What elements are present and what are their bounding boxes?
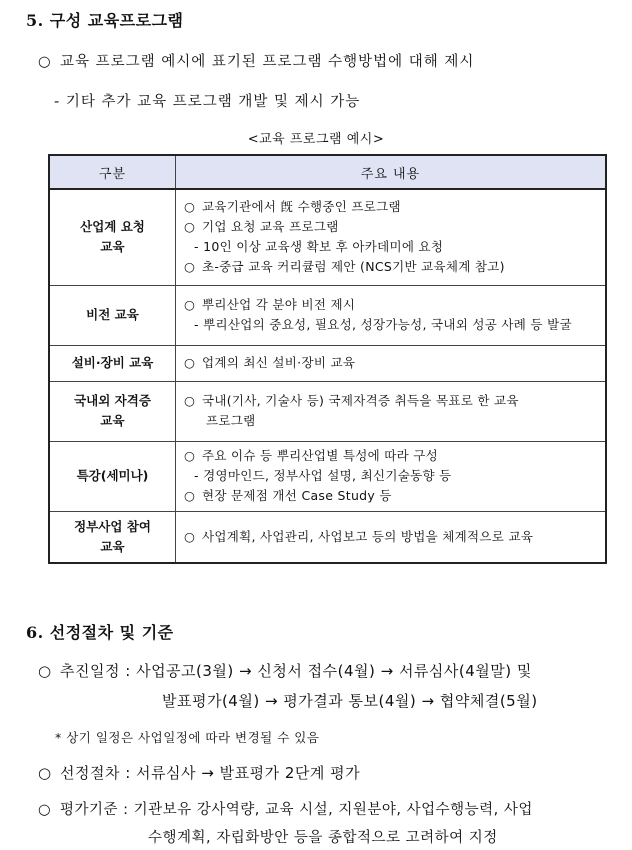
bullet-circle-icon: ○	[38, 802, 52, 818]
content-text: 사업계획, 사업관리, 사업보고 등의 방법을 체계적으로 교육	[202, 528, 534, 544]
content-text: - 뿌리산업의 중요성, 필요성, 성장가능성, 국내외 성공 사례 등 발굴	[194, 317, 572, 332]
row-content	[176, 441, 607, 511]
row-content	[176, 511, 607, 563]
bullet-circle-icon: ○	[38, 54, 52, 70]
program-table	[48, 154, 607, 564]
category-text: 특강(세미나)	[76, 468, 149, 483]
row-content	[176, 285, 607, 345]
header-category: 구분	[49, 155, 176, 189]
content-line	[184, 315, 599, 335]
content-line	[184, 466, 599, 486]
content-text: 프로그램	[206, 413, 256, 428]
category-text: 교육	[100, 538, 125, 554]
table-header-row	[49, 155, 606, 189]
procedure-line: ○ 선정절차 : 서류심사 → 발표평가 2단계 평가	[38, 764, 361, 782]
category-text: 국내외 자격증	[74, 393, 151, 408]
row-content	[176, 189, 607, 285]
content-text: 기업 요청 교육 프로그램	[202, 219, 339, 235]
bullet-circle-icon: ○	[184, 259, 196, 275]
bullet-circle-icon: ○	[184, 488, 196, 503]
content-text: 현장 문제점 개선 Case Study 등	[202, 488, 392, 503]
content-line	[184, 391, 599, 411]
content-text: 주요 이슈 등 뿌리산업별 특성에 따라 구성	[202, 448, 439, 463]
content-text: 초-중급 교육 커리큘럼 제안 (NCS기반 교육체계 참고)	[202, 259, 505, 275]
content-line	[184, 295, 599, 315]
row-category	[49, 381, 176, 441]
table-body	[49, 189, 606, 563]
content-text: - 경영마인드, 정부사업 설명, 최신기술동향 등	[194, 468, 452, 483]
section-5-sub-bullet: - 기타 추가 교육 프로그램 개발 및 제시 가능	[54, 94, 361, 110]
row-content	[176, 345, 607, 381]
table-row	[49, 189, 606, 285]
row-category	[49, 441, 176, 511]
content-line	[184, 197, 599, 217]
content-text: 교육기관에서 旣 수행중인 프로그램	[202, 199, 401, 215]
schedule-line-2: 발표평가(4월) → 평가결과 통보(4월) → 협약체결(5월)	[162, 692, 538, 710]
bullet-circle-icon: ○	[184, 393, 196, 408]
content-line	[184, 486, 599, 506]
content-line	[184, 257, 599, 277]
bullet-circle-icon: ○	[184, 448, 196, 463]
content-line	[184, 446, 599, 466]
row-category	[49, 285, 176, 345]
schedule-note: * 상기 일정은 사업일정에 따라 변경될 수 있음	[55, 730, 320, 745]
content-text: 뿌리산업 각 분야 비전 제시	[202, 297, 356, 312]
category-text: 설비·장비 교육	[71, 355, 154, 370]
schedule-line-1: ○ 추진일정 : 사업공고(3월) → 신청서 접수(4월) → 서류심사(4월말) 및	[38, 662, 532, 680]
criteria-line-2: 수행계획, 자립화방안 등을 종합적으로 고려하여 지정	[148, 830, 498, 846]
content-text: - 10인 이상 교육생 확보 후 아카데미에 요청	[194, 239, 444, 255]
row-category	[49, 345, 176, 381]
header-content: 주요 내용	[176, 155, 607, 189]
section-6-title: 6. 선정절차 및 기준	[26, 623, 174, 642]
section-5-title: 5. 구성 교육프로그램	[26, 11, 184, 30]
bullet-circle-icon: ○	[184, 528, 196, 544]
row-category	[49, 189, 176, 285]
category-text: 비전 교육	[86, 307, 139, 322]
content-text: 업계의 최신 설비·장비 교육	[202, 355, 356, 370]
category-text: 산업계 요청	[80, 219, 145, 235]
criteria-line-1: ○ 평가기준 : 기관보유 강사역량, 교육 시설, 지원분야, 사업수행능력, 사업	[38, 802, 533, 818]
table-row	[49, 285, 606, 345]
category-text: 정부사업 참여	[74, 518, 151, 534]
content-line	[184, 217, 599, 237]
row-category	[49, 511, 176, 563]
table-row	[49, 441, 606, 511]
table-row	[49, 381, 606, 441]
table-row	[49, 511, 606, 563]
table-caption: <교육 프로그램 예시>	[247, 132, 385, 147]
bullet-circle-icon: ○	[184, 199, 196, 215]
content-line	[184, 353, 599, 373]
category-text: 교육	[100, 239, 125, 255]
content-line	[184, 237, 599, 257]
section-5-bullet: ○ 교육 프로그램 예시에 표기된 프로그램 수행방법에 대해 제시	[38, 54, 475, 70]
bullet-circle-icon: ○	[38, 662, 52, 680]
content-line	[184, 527, 599, 547]
bullet-circle-icon: ○	[184, 219, 196, 235]
content-line	[184, 411, 599, 431]
bullet-circle-icon: ○	[184, 355, 196, 370]
row-content	[176, 381, 607, 441]
bullet-circle-icon: ○	[184, 297, 196, 312]
bullet-circle-icon: ○	[38, 764, 52, 782]
content-text: 국내(기사, 기술사 등) 국제자격증 취득을 목표로 한 교육	[202, 393, 519, 408]
category-text: 교육	[100, 413, 125, 428]
table-row	[49, 345, 606, 381]
